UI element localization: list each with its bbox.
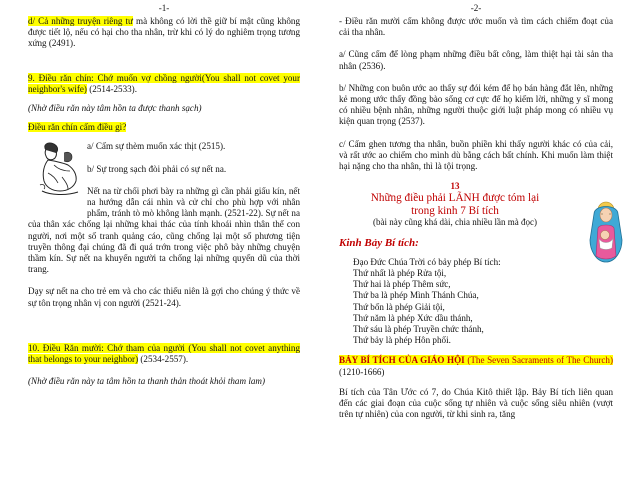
commandment10-heading: 10. Điều Răn mười: Chớ tham của người (You shall not covet anything that belongs to your neighbor) — [28, 342, 300, 365]
sacrament-item: Thứ hai là phép Thêm sức, — [353, 279, 451, 290]
commandment9-question: Điều răn chín cấm điều gì? — [28, 122, 127, 133]
sacrament-item: Thứ bốn là phép Giải tội, — [353, 301, 445, 312]
sacrament-item: Thứ ba là phép Mình Thánh Chúa, — [353, 290, 479, 301]
right-page — [339, 0, 613, 493]
mary-with-child-icon — [580, 200, 632, 264]
sacrament-item: Thứ nhất là phép Rửa tội, — [353, 268, 447, 279]
commandment9-question-line — [28, 122, 300, 133]
commandment10-heading-line — [28, 343, 300, 365]
right-intro-paragraph: - Điều răn mười cấm không được ước muốn và tìm cách chiếm đoạt của cải tha nhân. — [339, 16, 613, 38]
church-heading: BẢY BÍ TÍCH CỦA GIÁO HỘI — [339, 355, 465, 366]
intro-highlight: d/ Cả những truyện riêng tư — [28, 16, 133, 26]
commandment9-heading: 9. Điều răn chín: Chớ muốn vợ chồng người(You shall not covet your neighbor's wife) — [28, 72, 300, 94]
left-page — [28, 0, 300, 493]
commandment9-note: (Nhờ điều răn này tâm hồn ta được thanh sạch) — [28, 103, 202, 114]
commandment10-note: (Nhờ điều răn này ta tâm hồn ta thanh thản thoát khỏi tham lam) — [28, 376, 265, 387]
section-subtitle: (bài này cũng khá dài, chia nhiều lần mà đọc) — [373, 217, 537, 228]
commandment10-ref: (2534-2557). — [138, 354, 189, 365]
illustrated-block — [28, 141, 300, 275]
section-title-line-1: Những điều phải LÃNH được tóm lại — [370, 192, 540, 205]
sacrament-item: Thứ năm là phép Xức dầu thánh, — [353, 312, 473, 323]
teaching-paragraph: Dạy sự nết na cho trẻ em và cho các thiếu niên là gợi cho chúng ý thức về sự tôn trọng nhân vị con người (2521-24). — [28, 286, 300, 308]
left-page-number: -1- — [158, 3, 170, 13]
sacrament-item: Thứ sáu là phép Truyền chức thánh, — [353, 324, 484, 335]
commandment9-heading-line — [28, 73, 300, 95]
para-a: a/ Cũng cấm để lòng phạm những điều bất công, làm thiệt hại tài sản tha nhân (2536). — [339, 49, 613, 71]
commandment9-ref: (2514-2533). — [86, 83, 137, 94]
section-title-line-2: trong kinh 7 Bí tích — [411, 204, 499, 217]
item-b: b/ Sự trong sạch đòi phải có sự nết na. — [87, 163, 227, 174]
closing-paragraph: Bí tích của Tân Ước có 7, do Chúa Kitô thiết lập. Bảy Bí tích liên quan đến các giai đoạn của cuộc sống tự nhiên và cuộc sống siêu nhiên (vượt trên tự nhiên) của con người, từ khi sinh ra, tăng — [339, 386, 613, 420]
intro-rest: mà không có lời thề giữ bí mật cũng không được tiết lộ, nếu có hại cho tha nhân, trừ khi có lý do nghiêm trọng tương xứng (2491). — [28, 16, 300, 49]
nets-na-text: Nết na từ chối phơi bày ra những gì cần phải giấu kín, nết na hướng dẫn cái nhìn và cử chỉ cho phù hợp với nhân phẩm, tránh tò mò không lành mạnh. (2521-22). Sự nết na của thân xác chống lại những khai thác của tính khoái nhìn thân thể con người, nơi một số tranh quảng cáo, cũng chống lại một số phương tiện truyền thông đại chúng đã đi quá trớn trong việc phô bày những chuyện thầm kín. Sự nết na khuyến người ta chống lại những quyến dũ của thời trang. — [28, 185, 300, 275]
kinh-heading: Kinh Bảy Bí tích: — [339, 236, 419, 249]
church-heading-en: (The Seven Sacraments of The Church) — [464, 355, 613, 366]
church-ref: (1210-1666) — [339, 366, 385, 377]
item-a: a/ Cấm sự thèm muốn xác thịt (2515). — [87, 141, 226, 152]
intro-paragraph-d — [28, 16, 300, 50]
right-page-number: -2- — [470, 3, 482, 13]
para-c: c/ Cấm ghen tương tha nhân, buồn phiền khi thấy người khác có của cải, và rất ước ao chiếm cho mình dù bằng cách bất chính. Khi muốn làm thiệt hại nặng cho tha nhân, thì là tội trọng. — [339, 138, 613, 172]
sacraments-intro: Đạo Đức Chúa Trời có bảy phép Bí tích: — [353, 256, 501, 267]
section-number: 13 — [450, 181, 460, 192]
sacraments-list — [339, 257, 613, 347]
church-heading-line — [339, 355, 613, 377]
para-b: b/ Những con buôn ước ao thấy sự đói kém để họ bán hàng đắt lên, những kẻ mong ước thấy đồng bào sống cơ cực để họ kiếm lời, những y sĩ mong có nhiều bệnh nhân, những người thuộc giới luật pháp mong có nhiều vụ kiện quan trọng (2537). — [339, 82, 613, 127]
sacrament-item: Thứ bảy là phép Hôn phối. — [353, 335, 451, 346]
woman-seated-illustration-icon — [34, 141, 82, 199]
section-header — [339, 181, 613, 228]
